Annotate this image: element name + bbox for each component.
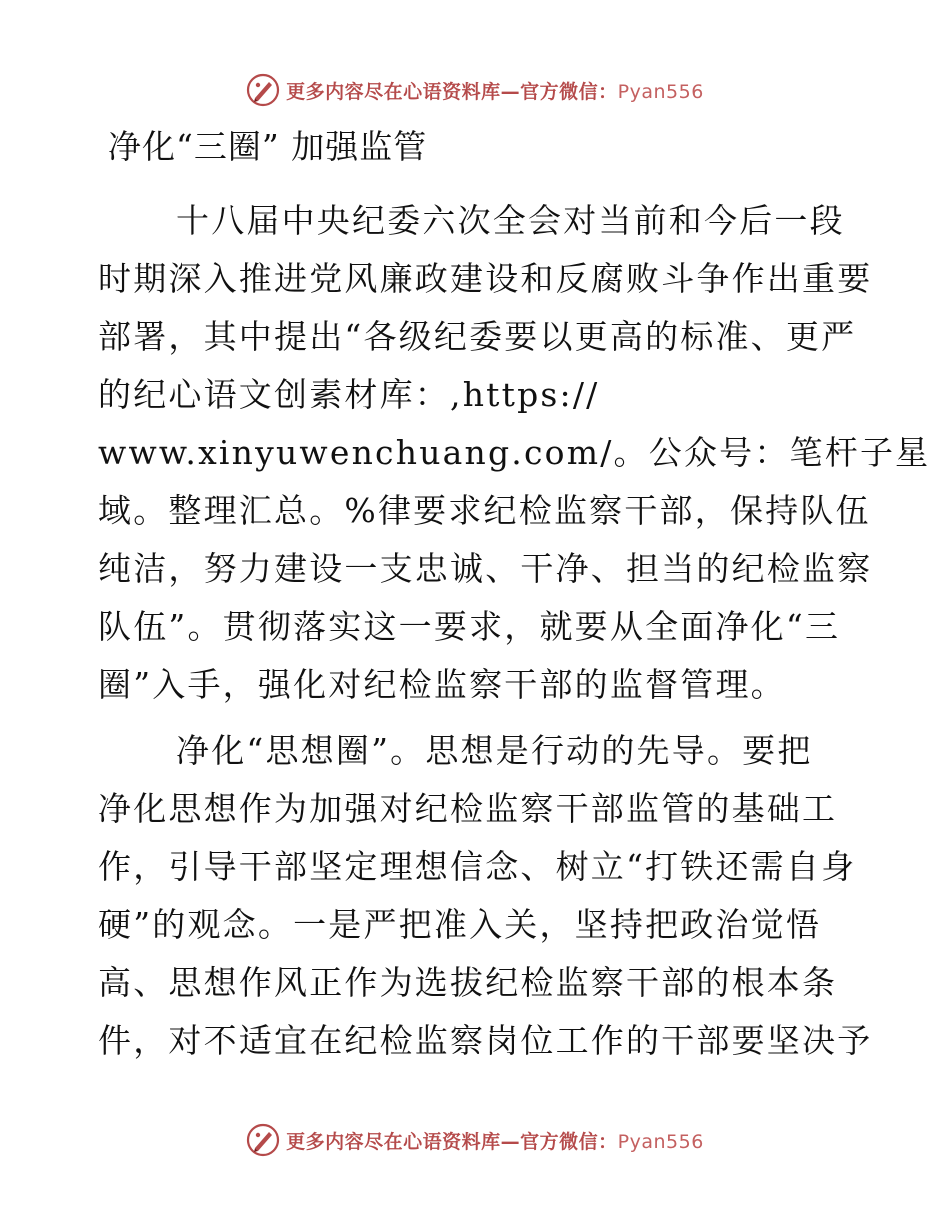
text-line: 净化思想作为加强对纪检监察干部监管的基础工 xyxy=(98,789,838,828)
text-line: 件，对不适宜在纪检监察岗位工作的干部要坚决予 xyxy=(98,1021,873,1060)
paragraph-gap xyxy=(98,714,858,722)
text-line: 作，引导干部坚定理想信念、树立“打铁还需自身 xyxy=(98,847,857,886)
text-line: 域。整理汇总。%律要求纪检监察干部，保持队伍 xyxy=(98,491,871,530)
text-line: 部署，其中提出“各级纪委要以更高的标准、更严 xyxy=(98,317,857,356)
watermark-wechat-id: Pyan556 xyxy=(617,1130,704,1153)
text-line: 圈”入手，强化对纪检监察干部的监督管理。 xyxy=(98,665,786,704)
pen-logo-icon xyxy=(246,1123,280,1157)
text-line: 十八届中央纪委六次全会对当前和今后一段 xyxy=(176,201,845,240)
text-line: 队伍”。贯彻落实这一要求，就要从全面净化“三 xyxy=(98,607,841,646)
watermark-wechat-id: Pyan556 xyxy=(617,80,704,103)
text-line: 硬”的观念。一是严把准入关，坚持把政治觉悟 xyxy=(98,905,822,944)
watermark-text: 更多内容尽在心语资料库—官方微信： xyxy=(286,80,618,103)
text-line: 时期深入推进党风廉政建设和反腐败斗争作出重要 xyxy=(98,259,873,298)
text-line: 净化“思想圈”。思想是行动的先导。要把 xyxy=(176,731,813,770)
header-watermark xyxy=(0,70,950,110)
document-body xyxy=(98,192,931,1070)
paragraph xyxy=(98,192,931,714)
document-title: 净化“三圈” 加强监管 xyxy=(108,127,428,166)
paragraph xyxy=(98,722,873,1070)
pen-logo-icon xyxy=(246,73,280,107)
watermark-text: 更多内容尽在心语资料库—官方微信： xyxy=(286,1130,618,1153)
text-line: www.xinyuwenchuang.com/。公众号：笔杆子星 xyxy=(98,433,931,472)
text-line: 纯洁，努力建设一支忠诚、干净、担当的纪检监察 xyxy=(98,549,873,588)
text-line: 的纪心语文创素材库：,https:// xyxy=(98,375,600,414)
text-line: 高、思想作风正作为选拔纪检监察干部的根本条 xyxy=(98,963,838,1002)
footer-watermark xyxy=(0,1120,950,1160)
